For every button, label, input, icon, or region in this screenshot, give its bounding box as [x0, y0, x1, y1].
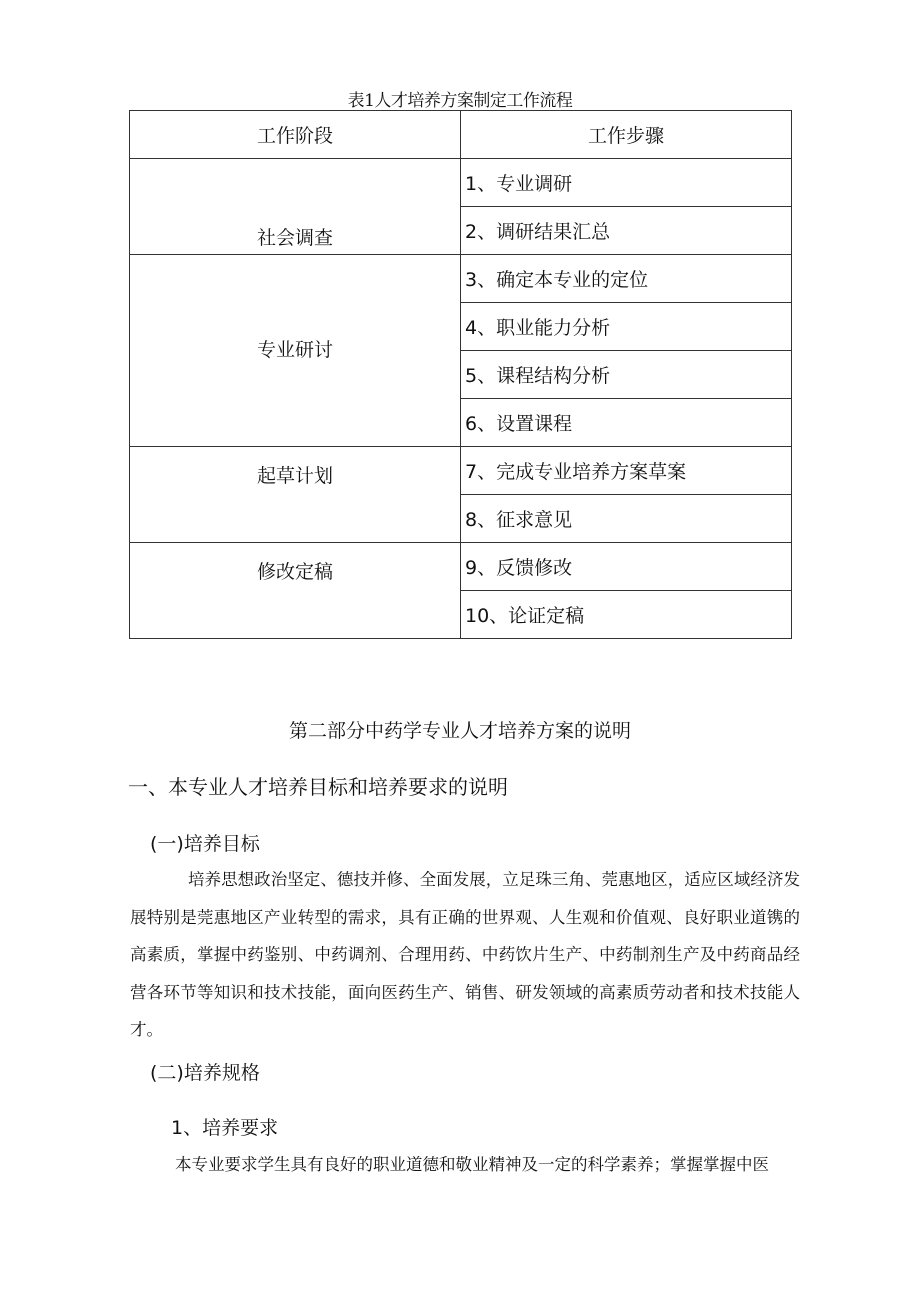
subsection-heading: (一)培养目标: [150, 833, 260, 855]
table-row: [130, 255, 792, 303]
step-cell: 10、论证定稿: [461, 591, 792, 639]
stage-cell: 专业研讨: [130, 255, 461, 447]
subsection-heading: (二)培养规格: [150, 1062, 260, 1084]
header-stage: 工作阶段: [130, 111, 461, 159]
table-row: [130, 159, 792, 207]
table-row: [130, 447, 792, 495]
part-title: 第二部分中药学专业人才培养方案的说明: [288, 720, 631, 742]
step-cell: 9、反馈修改: [461, 543, 792, 591]
step-cell: 1、专业调研: [461, 159, 792, 207]
stage-cell: 社会调查: [130, 159, 461, 255]
workflow-table: [129, 110, 792, 639]
paragraph-training-requirements: 本专业要求学生具有良好的职业道德和敬业精神及一定的科学素养；掌握掌握中医: [175, 1155, 769, 1174]
step-cell: 5、课程结构分析: [461, 351, 792, 399]
item-heading: 1、培养要求: [171, 1117, 279, 1139]
step-cell: 2、调研结果汇总: [461, 207, 792, 255]
stage-cell: 修改定稿: [130, 543, 461, 639]
step-cell: 8、征求意见: [461, 495, 792, 543]
stage-cell: 起草计划: [130, 447, 461, 543]
step-cell: 4、职业能力分析: [461, 303, 792, 351]
step-cell: 7、完成专业培养方案草案: [461, 447, 792, 495]
paragraph-training-goal: 培养思想政治坚定、德技并修、全面发展，立足珠三角、莞惠地区，适应区域经济发展特别是莞惠地区产业转型的需求，具有正确的世界观、人生观和价值观、良好职业道镌的高素质，掌握中药鉴别、中药调剂、合理用药、中药饮片生产、中药制剂生产及中药商品经营各环节等知识和技术技能，面向医药生产、销售、研发领域的高素质劳动者和技术技能人才。: [130, 870, 800, 1039]
header-steps: 工作步骤: [461, 111, 792, 159]
step-cell: 6、设置课程: [461, 399, 792, 447]
step-cell: 3、确定本专业的定位: [461, 255, 792, 303]
table-caption: 表1人才培养方案制定工作流程: [347, 91, 573, 111]
table-header-row: [130, 111, 792, 159]
section-heading: 一、本专业人才培养目标和培养要求的说明: [128, 775, 508, 799]
table-row: [130, 543, 792, 591]
